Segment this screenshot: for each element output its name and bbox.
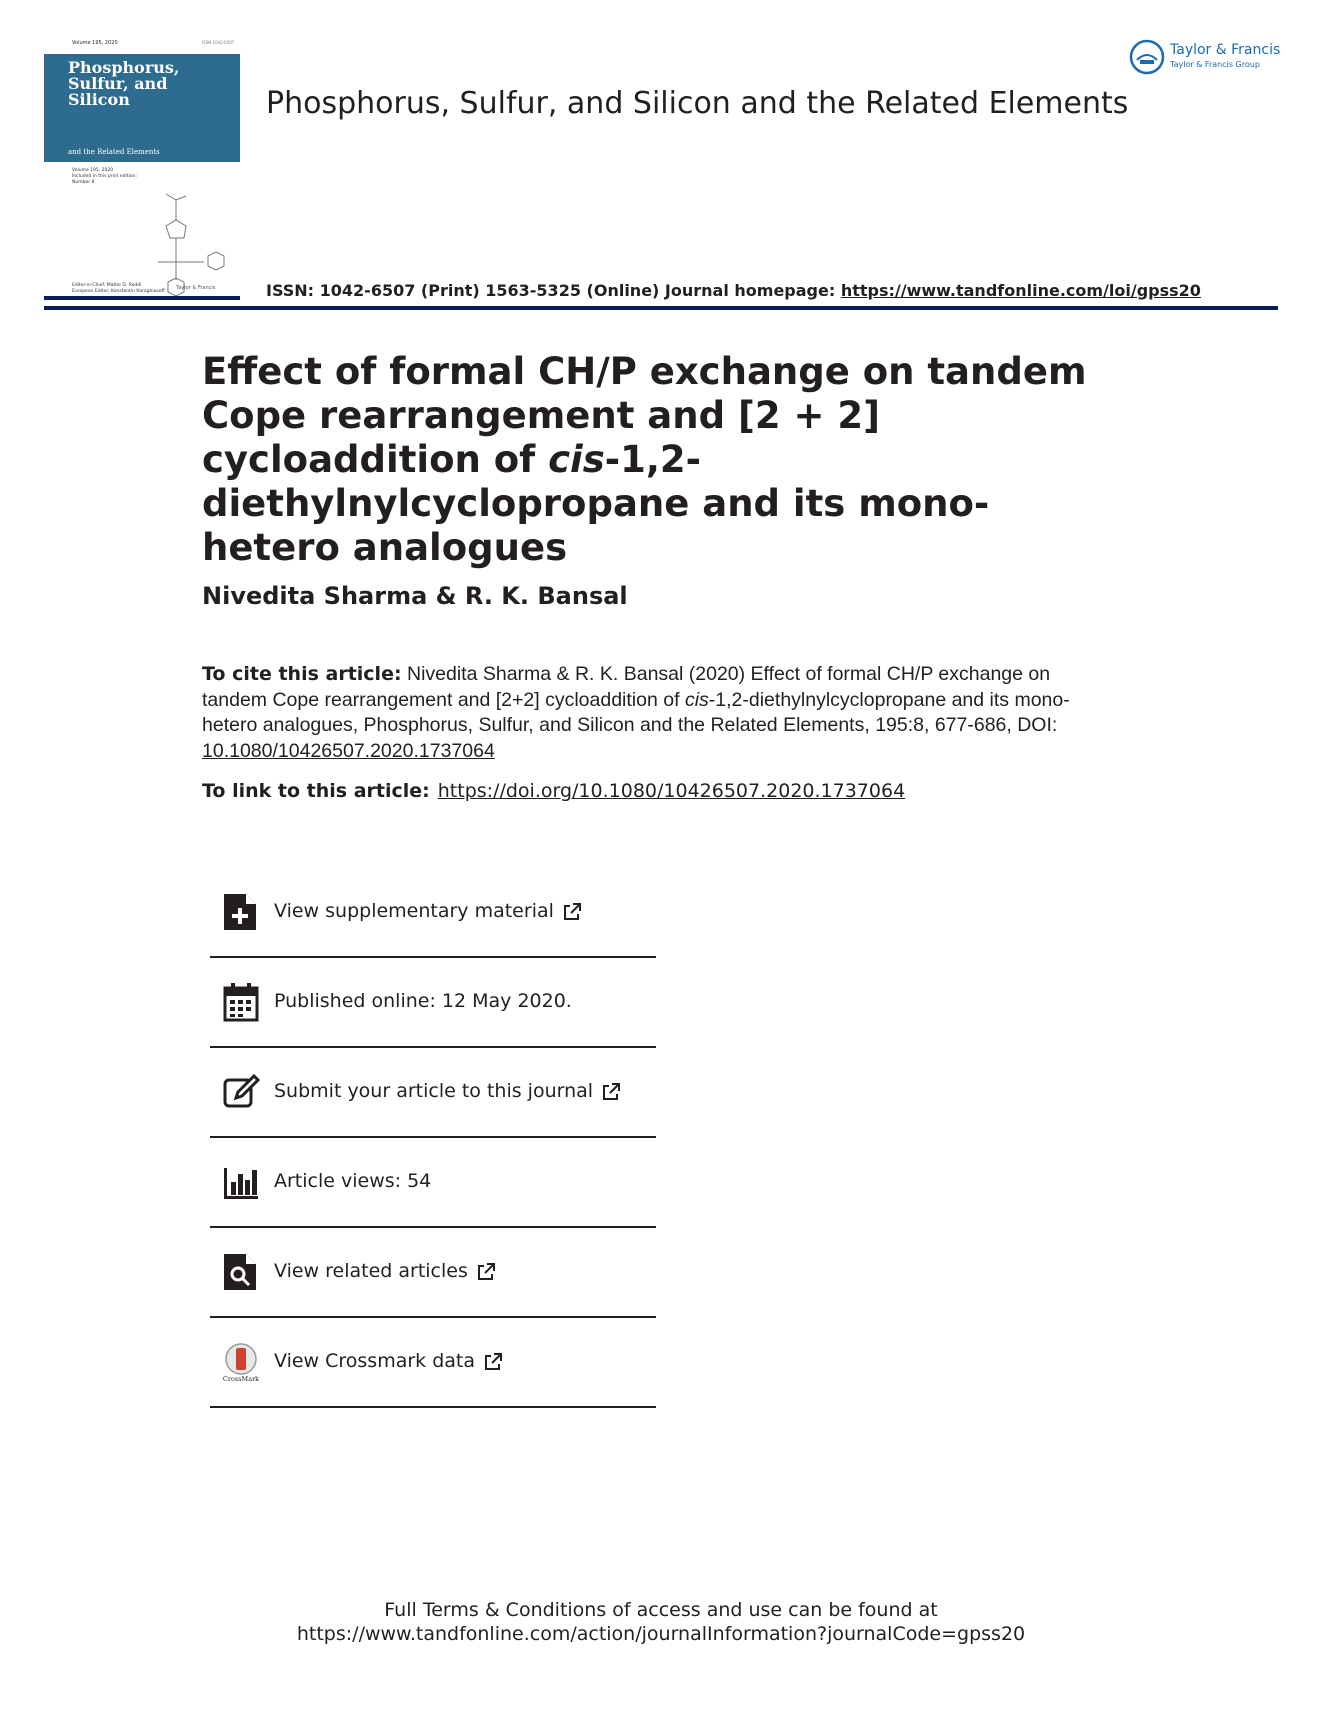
external-link-icon [601, 1082, 621, 1102]
article-link-line [202, 780, 905, 802]
cover-publisher-logo: Taylor & Francis [176, 285, 216, 291]
article-title: Effect of formal CH/P exchange on tandem Cope rearrangement and [2 + 2] cycloaddition of cis-1,2-diethylnylcyclopropane and its mono-hetero analogues [202, 350, 1087, 569]
citation-doi-link[interactable]: 10.1080/10426507.2020.1737064 [202, 739, 495, 762]
external-link-icon [476, 1262, 496, 1282]
publisher-logo[interactable] [1128, 38, 1288, 78]
article-link-label: To link to this article: [202, 780, 430, 802]
calendar-icon [222, 982, 260, 1022]
cover-bottom-bar [44, 296, 240, 300]
header-divider [44, 306, 1278, 310]
cover-title: Phosphorus, Sulfur, and Silicon [68, 58, 180, 109]
external-link-icon [562, 902, 582, 922]
citation-label: To cite this article: [202, 663, 402, 685]
citation-block: To cite this article: Nivedita Sharma & R. K. Bansal (2020) Effect of formal CH/P exchange on tandem Cope rearrangement and [2+2] cycloaddition of cis-1,2-diethylnylcyclopropane and its mono-hetero analogues, Phosphorus, Sulfur, and Silicon and the Related Elements, 195:8, 677-686, DOI: 10.1080/10426507.2020.1737064 [202, 663, 1070, 762]
action-label: Submit your article to this journal [274, 1080, 594, 1102]
crossmark-icon [222, 1342, 260, 1382]
journal-homepage-link[interactable]: https://www.tandfonline.com/loi/gpss20 [840, 281, 1201, 300]
related-search-icon [222, 1252, 260, 1292]
supplementary-file-icon [222, 892, 260, 932]
view-supplementary-material[interactable] [210, 866, 656, 958]
publisher-group: Taylor & Francis Group [1170, 60, 1260, 69]
action-label: View supplementary material [274, 900, 554, 922]
action-label: View Crossmark data [274, 1350, 476, 1372]
terms-footer [0, 1598, 1322, 1646]
action-label: View related articles [274, 1260, 468, 1282]
cover-meta: Volume 195, 2020 Included in this print edition: Number 8 [72, 168, 137, 185]
footer-line-1: Full Terms & Conditions of access and use can be found at [384, 1599, 938, 1621]
svg-text:CrossMark: CrossMark [222, 1375, 260, 1382]
citation-text: Nivedita Sharma & R. K. Bansal (2020) Effect of formal CH/P exchange on tandem Cope rearrangement and [2+2] cycloaddition of [202, 663, 1051, 711]
cover-subtitle: and the Related Elements [68, 148, 160, 156]
journal-cover [44, 40, 240, 302]
issn-line [266, 281, 1201, 300]
taylor-francis-logo-icon [1128, 38, 1166, 76]
journal-title: Phosphorus, Sulfur, and Silicon and the Related Elements [266, 86, 1129, 121]
external-link-icon [483, 1352, 503, 1372]
article-authors: Nivedita Sharma & R. K. Bansal [202, 582, 628, 610]
submit-article[interactable] [210, 1046, 656, 1138]
article-views [210, 1136, 656, 1228]
action-label: Published online: 12 May 2020. [274, 990, 572, 1012]
bar-chart-icon [222, 1162, 260, 1202]
published-online [210, 956, 656, 1048]
issn-text: ISSN: 1042-6507 (Print) 1563-5325 (Online) Journal homepage: [266, 281, 841, 300]
view-related-articles[interactable] [210, 1226, 656, 1318]
publisher-name: Taylor & Francis [1170, 42, 1281, 58]
footer-terms-link[interactable]: https://www.tandfonline.com/action/journalInformation?journalCode=gpss20 [296, 1623, 1026, 1645]
cover-editors: Editor-in-Chief: Mattie D. Reddi European Editor: Konstantin Karaghiosoff [72, 283, 165, 294]
view-crossmark-data[interactable] [210, 1316, 656, 1408]
article-doi-url[interactable]: https://doi.org/10.1080/10426507.2020.1737064 [437, 780, 906, 802]
cover-issn: ISSN 1042-6507 [202, 40, 235, 45]
cover-volume-note: Volume 195, 2020 [72, 40, 118, 46]
edit-icon [222, 1072, 260, 1112]
action-label: Article views: 54 [274, 1170, 432, 1192]
